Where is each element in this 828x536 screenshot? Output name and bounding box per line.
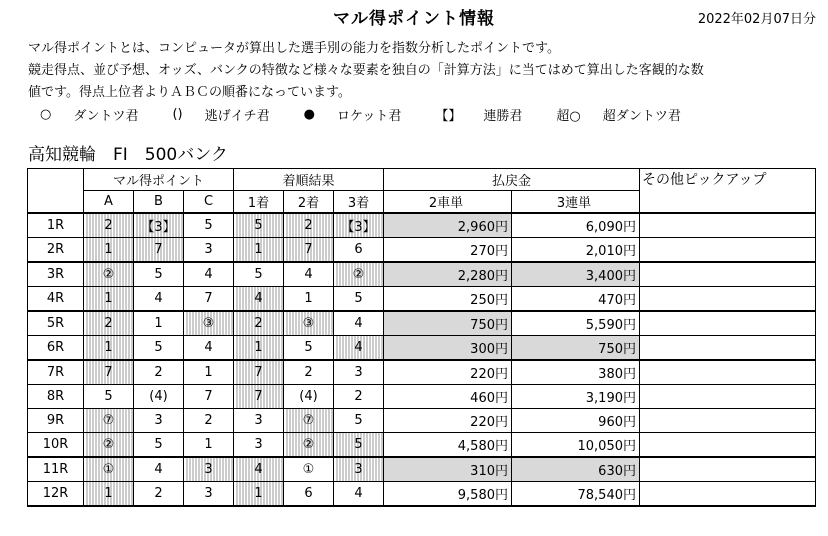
legend-item: [40, 105, 138, 124]
exacta-payout: 460円: [384, 385, 512, 409]
result-cell: 2: [284, 360, 334, 385]
race-number: 4R: [28, 287, 84, 312]
results-group-header: 着順結果: [234, 169, 384, 191]
exacta-payout: 9,580円: [384, 482, 512, 507]
point-cell: 1: [84, 336, 134, 361]
col-exacta-header: 2車単: [384, 191, 512, 214]
result-cell: 4: [334, 311, 384, 336]
other-pickup-cell: [640, 213, 816, 238]
legend-item: [435, 105, 522, 124]
legend-item: [556, 105, 680, 124]
point-cell: ⑦: [84, 409, 134, 433]
exacta-payout: 300円: [384, 336, 512, 361]
point-cell: 2: [84, 213, 134, 238]
legend-symbol: ●: [303, 107, 315, 122]
point-cell: 1: [134, 311, 184, 336]
exacta-payout: 750円: [384, 311, 512, 336]
point-cell: 7: [134, 238, 184, 263]
table-row: [28, 311, 816, 336]
points-group-header: マル得ポイント: [84, 169, 234, 191]
table-row: [28, 482, 816, 507]
other-pickup-cell: [640, 311, 816, 336]
point-cell: 4: [184, 336, 234, 361]
table-row: [28, 238, 816, 263]
point-cell: 3: [184, 482, 234, 507]
result-cell: 【3】: [334, 213, 384, 238]
point-cell: 5: [84, 385, 134, 409]
result-cell: 6: [284, 482, 334, 507]
point-cell: 2: [134, 360, 184, 385]
description: [28, 38, 813, 104]
trifecta-payout: 10,050円: [512, 433, 640, 458]
point-cell: 1: [84, 287, 134, 312]
table-row: [28, 385, 816, 409]
result-cell: 4: [284, 262, 334, 287]
other-pickup-cell: [640, 238, 816, 263]
result-cell: 7: [284, 238, 334, 263]
point-cell: 3: [184, 238, 234, 263]
legend-label: ダントツ君: [73, 109, 139, 124]
legend-symbol: 【】: [435, 109, 462, 124]
trifecta-payout: 960円: [512, 409, 640, 433]
other-pickup-header: その他ピックアップ: [640, 169, 816, 214]
trifecta-payout: 5,590円: [512, 311, 640, 336]
trifecta-payout: 3,400円: [512, 262, 640, 287]
description-line: マル得ポイントとは、コンピュータが算出した選手別の能力を指数分析したポイントです。: [28, 41, 560, 56]
point-cell: 7: [184, 385, 234, 409]
col-second-header: 2着: [284, 191, 334, 214]
trifecta-payout: 2,010円: [512, 238, 640, 263]
result-cell: 5: [334, 287, 384, 312]
description-line: 値です。得点上位者よりＡＢＣの順番になっています。: [28, 85, 351, 100]
other-pickup-cell: [640, 262, 816, 287]
point-cell: 1: [84, 238, 134, 263]
other-pickup-cell: [640, 457, 816, 482]
result-cell: ①: [284, 457, 334, 482]
result-cell: 3: [334, 457, 384, 482]
payout-group-header: 払戻金: [384, 169, 640, 191]
col-trifecta-header: 3連単: [512, 191, 640, 214]
exacta-payout: 4,580円: [384, 433, 512, 458]
race-header: [28, 169, 84, 214]
trifecta-payout: 630円: [512, 457, 640, 482]
point-cell: ②: [84, 262, 134, 287]
race-number: 2R: [28, 238, 84, 263]
point-cell: ③: [184, 311, 234, 336]
point-cell: 5: [134, 433, 184, 458]
trifecta-payout: 78,540円: [512, 482, 640, 507]
results-table: [27, 168, 816, 507]
exacta-payout: 220円: [384, 360, 512, 385]
point-cell: 2: [184, 409, 234, 433]
legend-label: 連勝君: [483, 109, 523, 124]
point-cell: 4: [184, 262, 234, 287]
table-row: [28, 213, 816, 238]
point-cell: 5: [134, 336, 184, 361]
point-cell: 5: [134, 262, 184, 287]
legend-symbol: 超○: [556, 109, 581, 124]
exacta-payout: 250円: [384, 287, 512, 312]
result-cell: 5: [284, 336, 334, 361]
race-number: 10R: [28, 433, 84, 458]
result-cell: 1: [234, 336, 284, 361]
result-cell: 4: [234, 457, 284, 482]
result-cell: 7: [234, 385, 284, 409]
result-cell: 3: [234, 433, 284, 458]
result-cell: ③: [284, 311, 334, 336]
result-cell: 5: [334, 409, 384, 433]
point-cell: 4: [134, 287, 184, 312]
legend: [40, 105, 715, 124]
race-number: 5R: [28, 311, 84, 336]
point-cell: ①: [84, 457, 134, 482]
report-date: 2022年02月07日分: [697, 12, 816, 27]
point-cell: 1: [184, 433, 234, 458]
legend-symbol: ○: [40, 107, 52, 122]
legend-label: 逃げイチ君: [204, 109, 270, 124]
col-third-header: 3着: [334, 191, 384, 214]
race-number: 3R: [28, 262, 84, 287]
race-number: 8R: [28, 385, 84, 409]
result-cell: 5: [234, 213, 284, 238]
table-row: [28, 262, 816, 287]
other-pickup-cell: [640, 287, 816, 312]
exacta-payout: 310円: [384, 457, 512, 482]
point-cell: ②: [84, 433, 134, 458]
other-pickup-cell: [640, 385, 816, 409]
other-pickup-cell: [640, 360, 816, 385]
result-cell: 1: [234, 482, 284, 507]
result-cell: 2: [234, 311, 284, 336]
point-cell: 2: [134, 482, 184, 507]
result-cell: 5: [334, 433, 384, 458]
exacta-payout: 2,960円: [384, 213, 512, 238]
result-cell: 7: [234, 360, 284, 385]
result-cell: 4: [234, 287, 284, 312]
result-cell: ⑦: [284, 409, 334, 433]
point-cell: 7: [84, 360, 134, 385]
description-line: 競走得点、並び予想、オッズ、バンクの特徴など様々な要素を独自の「計算方法」に当てはめて算出した客観的な数: [28, 63, 704, 78]
col-c-header: C: [184, 191, 234, 214]
legend-symbol: (): [172, 107, 183, 122]
result-cell: 5: [234, 262, 284, 287]
point-cell: 1: [84, 482, 134, 507]
other-pickup-cell: [640, 409, 816, 433]
legend-label: ロケット君: [337, 109, 402, 124]
result-cell: 3: [334, 360, 384, 385]
point-cell: 1: [184, 360, 234, 385]
point-cell: 3: [134, 409, 184, 433]
point-cell: 7: [184, 287, 234, 312]
other-pickup-cell: [640, 433, 816, 458]
trifecta-payout: 380円: [512, 360, 640, 385]
table-row: [28, 287, 816, 312]
venue-title: 高知競輪 FI 500バンク: [28, 145, 228, 165]
table-row: [28, 433, 816, 458]
point-cell: 5: [184, 213, 234, 238]
table-row: [28, 457, 816, 482]
point-cell: 2: [84, 311, 134, 336]
legend-item: [172, 105, 269, 124]
trifecta-payout: 750円: [512, 336, 640, 361]
col-first-header: 1着: [234, 191, 284, 214]
result-cell: 1: [284, 287, 334, 312]
result-cell: 1: [234, 238, 284, 263]
race-number: 11R: [28, 457, 84, 482]
race-number: 12R: [28, 482, 84, 507]
result-cell: ②: [284, 433, 334, 458]
result-cell: (4): [284, 385, 334, 409]
exacta-payout: 220円: [384, 409, 512, 433]
page-title: マル得ポイント情報: [333, 9, 495, 29]
trifecta-payout: 3,190円: [512, 385, 640, 409]
other-pickup-cell: [640, 336, 816, 361]
legend-item: [304, 105, 402, 124]
legend-label: 超ダントツ君: [602, 109, 681, 124]
race-number: 7R: [28, 360, 84, 385]
result-cell: ②: [334, 262, 384, 287]
result-cell: 6: [334, 238, 384, 263]
table-row: [28, 360, 816, 385]
race-number: 1R: [28, 213, 84, 238]
exacta-payout: 2,280円: [384, 262, 512, 287]
col-b-header: B: [134, 191, 184, 214]
result-cell: 3: [234, 409, 284, 433]
point-cell: 3: [184, 457, 234, 482]
point-cell: 4: [134, 457, 184, 482]
col-a-header: A: [84, 191, 134, 214]
other-pickup-cell: [640, 482, 816, 507]
table-row: [28, 409, 816, 433]
result-cell: 2: [334, 385, 384, 409]
result-cell: 4: [334, 482, 384, 507]
table-row: [28, 336, 816, 361]
race-number: 6R: [28, 336, 84, 361]
race-number: 9R: [28, 409, 84, 433]
exacta-payout: 270円: [384, 238, 512, 263]
trifecta-payout: 470円: [512, 287, 640, 312]
point-cell: (4): [134, 385, 184, 409]
trifecta-payout: 6,090円: [512, 213, 640, 238]
result-cell: 2: [284, 213, 334, 238]
result-cell: 4: [334, 336, 384, 361]
point-cell: 【3】: [134, 213, 184, 238]
